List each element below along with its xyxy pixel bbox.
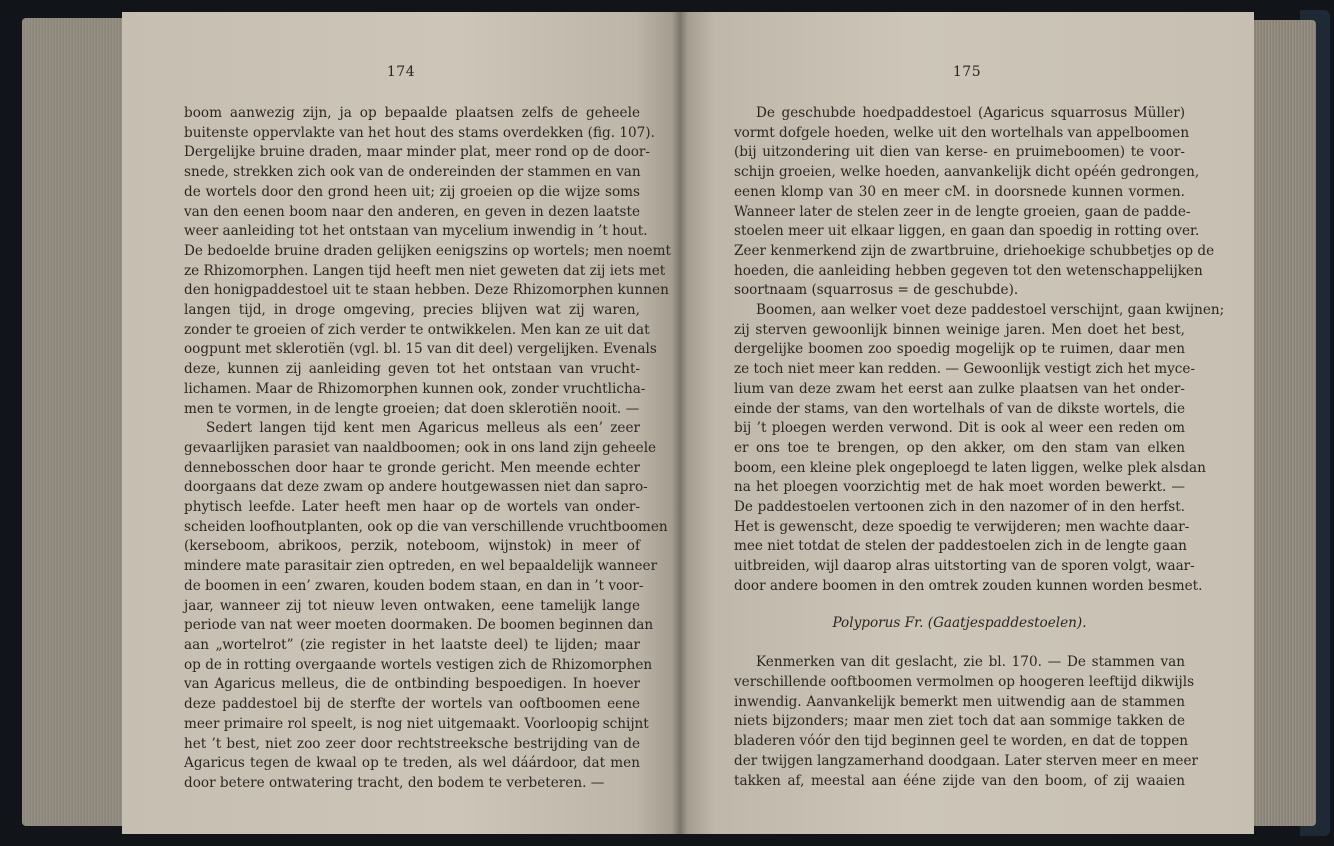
- text-line: van den eenen boom naar den anderen, en geven in dezen laatste: [184, 203, 640, 220]
- page-number-right: 175: [952, 64, 982, 80]
- text-line: jaar, wanneer zij tot nieuw leven ontwaken, eene tamelijk lange: [184, 597, 640, 614]
- text-line: verschillende ooftboomen vermolmen op hoogeren leeftijd dikwijls: [734, 673, 1195, 690]
- text-line: Boomen, aan welker voet deze paddestoel verschijnt, gaan kwijnen;: [756, 302, 1225, 319]
- text-line: doorgaans dat deze zwam op andere houtgewassen niet dan sapro-: [184, 479, 648, 496]
- text-line: op de in rotting overgaande wortels vestigen zich de Rhizomorphen: [184, 656, 653, 673]
- text-line: dergelijke boomen zoo spoedig mogelijk op te ruimen, daar men: [734, 341, 1185, 358]
- text-line: weer aanleiding tot het ontstaan van mycelium inwendig in ’t hout.: [184, 223, 648, 240]
- text-line: de wortels door den grond heen uit; zij groeien op die wijze soms: [184, 183, 640, 200]
- text-line: bladeren vóór den tijd beginnen geel te worden, en dat de toppen: [734, 733, 1189, 750]
- text-line: (kerseboom, abrikoos, perzik, noteboom, wijnstok) in meer of: [184, 538, 640, 555]
- text-line: na het ploegen voorzichtig met de hak moet worden bewerkt. —: [734, 479, 1185, 496]
- text-line: phytisch leefde. Later heeft men haar op de wortels van onder-: [184, 499, 640, 516]
- book-gutter: [672, 12, 688, 834]
- text-line: einde der stams, van den wortelhals of van de dikste wortels, die: [734, 400, 1185, 417]
- text-line: De paddestoelen vertoonen zich in den nazomer of in den herfst.: [734, 499, 1185, 516]
- text-line: deze, kunnen zij aanleiding geven tot het ontstaan van vrucht-: [184, 361, 640, 378]
- text-line: mindere mate parasitair zien optreden, en wel bepaaldelijk wanneer: [184, 558, 658, 575]
- text-line: niets bijzonders; maar men ziet toch dat aan sommige takken de: [734, 713, 1185, 730]
- text-line: langen tijd, in droge omgeving, precies blijven wat zij waren,: [184, 302, 640, 319]
- text-line: ze toch niet meer kan redden. — Gewoonlijk vestigt zich het myce-: [734, 361, 1196, 378]
- text-line: uitbreiden, wijl daarop alras uitstorting van de sporen volgt, waar-: [734, 558, 1195, 575]
- text-line: inwendig. Aanvankelijk bemerkt men uitwendig aan de stammen: [734, 693, 1185, 710]
- text-line: scheiden loofhoutplanten, ook op die van verschillende vruchtboomen: [184, 518, 668, 535]
- page-edges-right: [1244, 20, 1316, 826]
- text-line: deze paddestoel bij de sterfte der wortels van ooftboomen eene: [184, 696, 640, 713]
- page-edges-left: [22, 18, 132, 826]
- text-line: soortnaam (squarrosus = de geschubde).: [734, 282, 1019, 299]
- text-line: hoeden, die aanleiding hebben gegeven tot den wetenschappelijken: [734, 262, 1203, 279]
- left-page: [122, 12, 680, 834]
- text-line: men te vormen, in de lengte groeien; dat doen sklerotiën nooit. —: [184, 400, 640, 417]
- right-page-text: [734, 104, 1225, 791]
- text-line: periode van nat weer moeten doormaken. De boomen beginnen dan: [184, 617, 654, 634]
- text-line: oogpunt met sklerotiën (vgl. bl. 15 van dit deel) vergelijken. Evenals: [184, 341, 657, 358]
- text-line: meer primaire rol speelt, is nog niet uitgemaakt. Voorloopig schijnt: [184, 715, 649, 732]
- section-heading: Polyporus Fr. (Gaatjespaddestoelen).: [832, 614, 1087, 631]
- text-line: Agaricus tegen de kwaal op te treden, als wel dáárdoor, dat men: [184, 755, 640, 772]
- text-line: er ons toe te brengen, op den akker, om den stam van elken: [734, 439, 1185, 456]
- left-page-text: [184, 104, 671, 794]
- right-page: [680, 12, 1254, 834]
- text-line: buitenste oppervlakte van het hout des stams overdekken (fig. 107).: [184, 124, 655, 141]
- text-line: boom, een kleine plek ongeploegd te laten liggen, welke plek alsdan: [734, 459, 1206, 476]
- text-line: de boomen in een’ zwaren, kouden bodem staan, en dan in ’t voor-: [184, 577, 644, 594]
- text-line: schijn groeien, welke hoeden, aanvankelijk dicht opéén gedrongen,: [734, 164, 1200, 181]
- text-line: dennebosschen door haar te gronde gericht. Men meende echter: [184, 459, 640, 476]
- text-line: door betere ontwatering tracht, den bodem te verbeteren. —: [184, 774, 605, 791]
- text-line: snede, strekken zich ook van de ondereinden der stammen en van: [184, 164, 641, 181]
- text-line: vormt dofgele hoeden, welke uit den wortelhals van appelboomen: [734, 124, 1190, 141]
- text-line: (bij uitzondering uit dien van kerse- en pruimeboomen) te voor-: [734, 144, 1185, 161]
- text-line: aan „wortelrot” (zie register in het laatste deel) te lijden; maar: [184, 636, 640, 653]
- text-line: Dergelijke bruine draden, maar minder plat, meer rond op de door-: [184, 144, 651, 161]
- text-line: der twijgen langzamerhand doodgaan. Later sterven meer en meer: [734, 752, 1199, 769]
- text-line: Zeer kenmerkend zijn de zwartbruine, driehoekige schubbetjes op de: [734, 242, 1215, 259]
- text-line: Sedert langen tijd kent men Agaricus melleus als een’ zeer: [206, 420, 640, 437]
- page-number-left: 174: [386, 64, 416, 80]
- text-line: zonder te groeien of zich verder te ontwikkelen. Men kan ze uit dat: [184, 321, 650, 338]
- text-line: gevaarlijken parasiet van naaldboomen; ook in ons land zijn geheele: [184, 439, 657, 456]
- text-line: lium van deze zwam het eerst aan zulke plaatsen van het onder-: [734, 380, 1185, 397]
- text-line: zij sterven gewoonlijk binnen weinige jaren. Men doet het best,: [734, 321, 1185, 338]
- text-line: ze Rhizomorphen. Langen tijd heeft men niet geweten dat zij iets met: [184, 262, 666, 279]
- text-line: van Agaricus melleus, die de ontbinding bespoedigen. In hoever: [184, 676, 640, 693]
- text-line: Kenmerken van dit geslacht, zie bl. 170. — De stammen van: [756, 654, 1185, 671]
- text-line: De bedoelde bruine draden gelijken eenigszins op wortels; men noemt: [184, 242, 671, 259]
- text-line: eenen klomp van 30 en meer cM. in doorsnede kunnen vormen.: [734, 183, 1185, 200]
- text-line: bij ’t ploegen werden verwond. Dit is ook al weer een reden om: [734, 420, 1185, 437]
- text-line: takken af, meestal aan ééne zijde van den boom, of zij waaien: [734, 772, 1185, 789]
- text-line: mee niet totdat de stelen der paddestoelen zich in de lengte gaan: [734, 538, 1187, 555]
- text-line: het ’t best, niet zoo zeer door rechtstreeksche bestrijding van de: [184, 735, 640, 752]
- text-line: boom aanwezig zijn, ja op bepaalde plaatsen zelfs de geheele: [184, 105, 640, 121]
- text-line: Wanneer later de stelen zeer in de lengte groeien, gaan de padde-: [734, 203, 1191, 220]
- text-line: Het is gewenscht, deze spoedig te verwijderen; men wachte daar-: [734, 518, 1190, 535]
- text-line: De geschubde hoedpaddestoel (Agaricus squarrosus Müller): [756, 105, 1185, 121]
- text-line: lichamen. Maar de Rhizomorphen kunnen ook, zonder vruchtlicha-: [184, 380, 646, 397]
- text-line: stoelen meer uit elkaar liggen, en gaan dan spoedig in rotting over.: [734, 223, 1200, 240]
- text-line: door andere boomen in den omtrek zouden kunnen worden besmet.: [734, 577, 1203, 594]
- text-line: den honigpaddestoel uit te staan hebben. Deze Rhizomorphen kunnen: [184, 282, 669, 299]
